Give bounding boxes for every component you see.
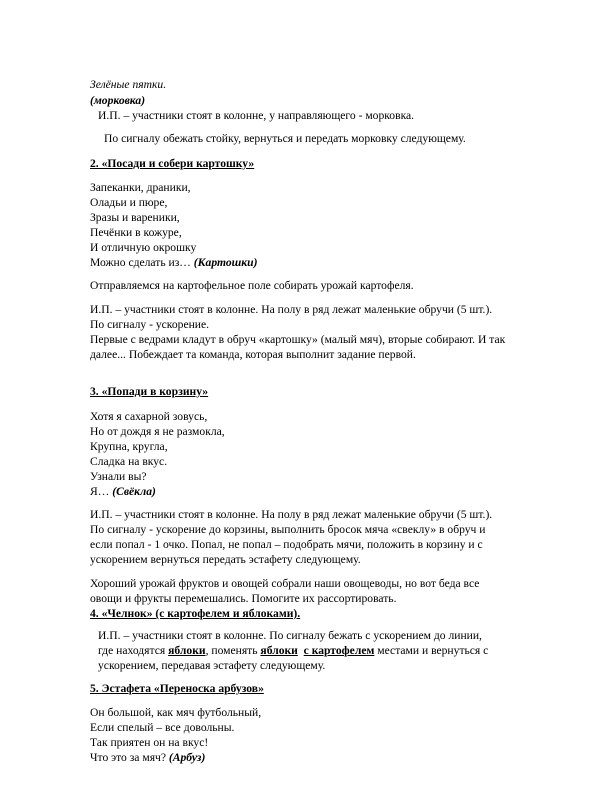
- section4-apples: яблоки: [260, 644, 298, 657]
- intro-title: Зелёные пятки.: [90, 78, 167, 91]
- section2-poem-line: И отличную окрошку: [90, 241, 197, 254]
- section5-poem-line: Если спелый – все довольны.: [90, 721, 235, 734]
- section4-line2-part: , поменять: [205, 644, 261, 657]
- section3-rules-line: И.П. – участники стоят в колонне. На полу в ряд лежат маленькие обручи (5 шт.).: [90, 508, 493, 521]
- section2-poem-line: Печёнки в кожуре,: [90, 226, 182, 239]
- intro-signal-text: По сигналу обежать стойку, вернуться и передать морковку следующему.: [104, 132, 466, 145]
- section5-riddle-prefix: Что это за мяч?: [90, 751, 169, 764]
- section3-poem-line: Хотя я сахарной зовусь,: [90, 410, 208, 423]
- section4-with-potatoes: с картофелем: [303, 644, 375, 657]
- section3-story-line: овощи и фрукты перемешались. Помогите их рассортировать.: [90, 592, 397, 605]
- section2-poem-line: Оладьи и пюре,: [90, 196, 168, 209]
- section5-heading: 5. Эстафета «Переноска арбузов»: [90, 682, 264, 695]
- section3-poem-line: Но от дождя я не размокла,: [90, 425, 225, 438]
- section2-rules-line: далее... Побеждает та команда, которая выполнит задание первой.: [90, 348, 416, 361]
- section2-intro-text: Отправляемся на картофельное поле собирать урожай картофеля.: [90, 279, 414, 292]
- section5-answer: (Арбуз): [168, 751, 206, 764]
- section3-rules-line: если попал - 1 очко. Попал, не попал – подобрать мячи, положить в корзину и с: [90, 538, 483, 551]
- section3-rules-line: ускорением вернуться передать эстафету следующему.: [90, 553, 361, 566]
- section4-line2-part: местами и вернуться с: [374, 644, 489, 657]
- section4-line3: ускорением, передавая эстафету следующему.: [98, 659, 326, 672]
- section2-riddle-line: [90, 256, 257, 270]
- section5-riddle-line: [90, 751, 205, 765]
- section3-poem-line: Узнали вы?: [90, 470, 147, 483]
- section3-poem-line: Сладка на вкус.: [90, 455, 168, 468]
- section2-riddle-prefix: Можно сделать из…: [90, 256, 194, 269]
- intro-start-text: И.П. – участники стоят в колонне, у направляющего - морковка.: [98, 109, 415, 122]
- section3-riddle-prefix: Я…: [90, 485, 113, 498]
- section3-story-line: Хороший урожай фруктов и овощей собрали наши овощеводы, но вот беда все: [90, 577, 480, 590]
- section2-answer: (Картошки): [193, 256, 258, 269]
- section4-apples: яблоки: [168, 644, 206, 657]
- section3-heading: 3. «Попади в корзину»: [90, 385, 209, 398]
- section4-heading: 4. «Челнок» (с картофелем и яблоками).: [90, 607, 301, 620]
- section2-heading: 2. «Посади и собери картошку»: [90, 157, 255, 170]
- section2-rules-line: И.П. – участники стоят в колонне. На полу в ряд лежат маленькие обручи (5 шт.).: [90, 303, 493, 316]
- section3-riddle-line: [90, 485, 156, 499]
- section5-poem-line: Так приятен он на вкус!: [90, 736, 209, 749]
- section3-poem-line: Крупна, кругла,: [90, 440, 168, 453]
- section4-line2: [98, 644, 488, 658]
- section2-poem-line: Зразы и вареники,: [90, 211, 180, 224]
- section2-rules-line: По сигналу - ускорение.: [90, 318, 210, 331]
- section3-answer: (Свёкла): [112, 485, 156, 498]
- section2-poem-line: Запеканки, драники,: [90, 181, 191, 194]
- section4-line2-part: где находятся: [98, 644, 169, 657]
- section3-rules-line: По сигналу - ускорение до корзины, выполнить бросок мяча «свеклу» в обруч и: [90, 523, 486, 536]
- section5-poem-line: Он большой, как мяч футбольный,: [90, 706, 262, 719]
- section4-line1: И.П. – участники стоят в колонне. По сигналу бежать с ускорением до линии,: [98, 629, 482, 642]
- section2-rules-line: Первые с ведрами кладут в обруч «картошку» (малый мяч), вторые собирают. И так: [90, 333, 506, 346]
- intro-carrot-label: (морковка): [90, 94, 146, 107]
